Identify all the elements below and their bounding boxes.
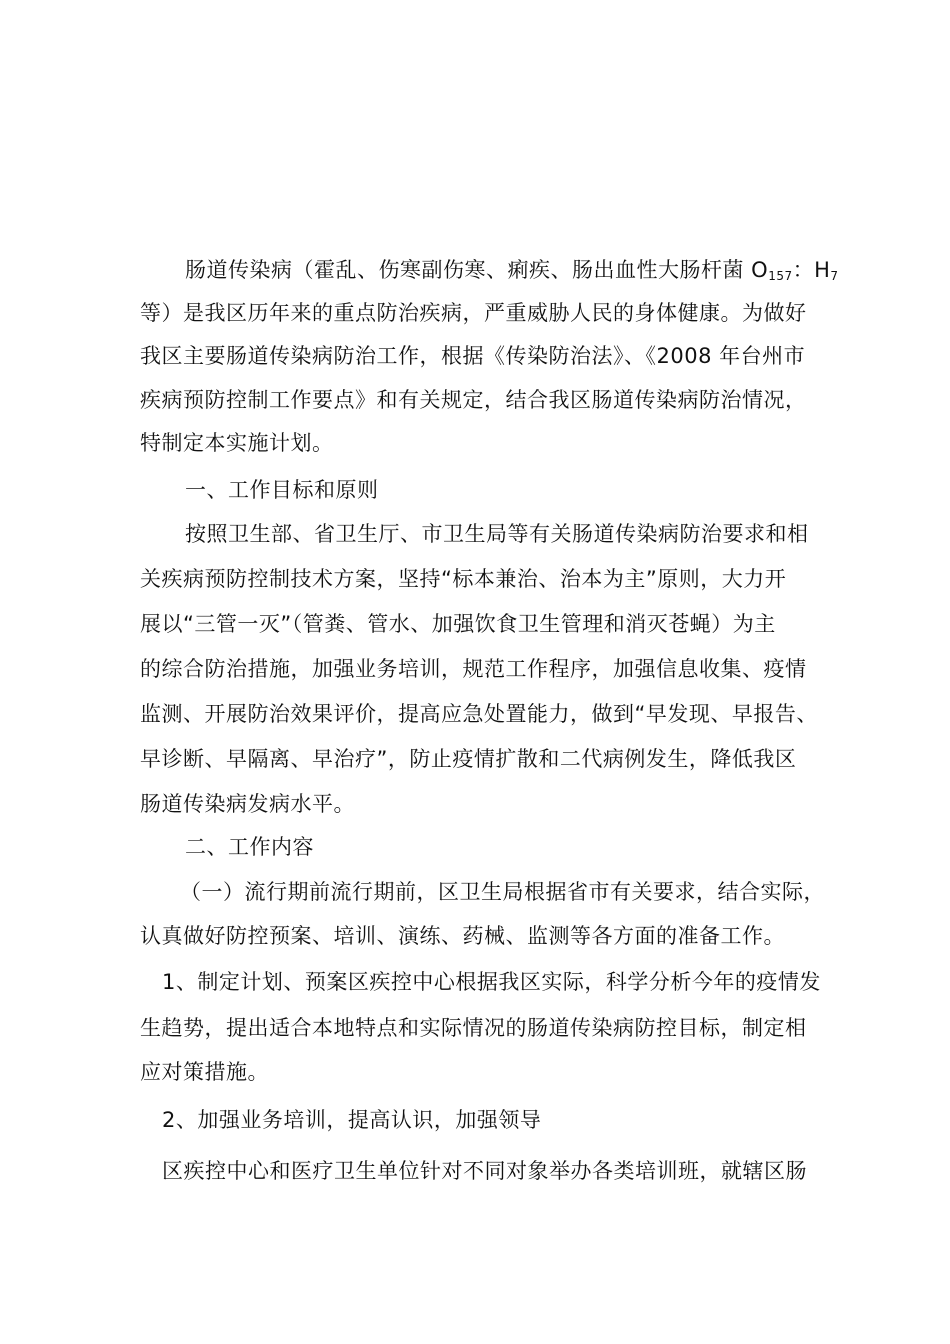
paragraph-intro-line-2: 等）是我区历年来的重点防治疾病，严重威胁人民的身体健康。为做好 (140, 301, 807, 325)
paragraph-principles-line-6: 早诊断、早隔离、早治疗”，防止疫情扩散和二代病例发生，降低我区 (140, 747, 797, 771)
paragraph-plan-line-3: 应对策措施。 (140, 1060, 269, 1084)
subsection-heading-training: 2、加强业务培训，提高认识，加强领导 (162, 1108, 542, 1132)
paragraph-principles-line-4: 的综合防治措施，加强业务培训，规范工作程序，加强信息收集、疫情 (140, 657, 807, 681)
section-heading-2: 二、工作内容 (185, 835, 314, 859)
paragraph-principles-line-5: 监测、开展防治效果评价，提高应急处置能力，做到“早发现、早报告、 (140, 702, 818, 726)
paragraph-principles-line-7: 肠道传染病发病水平。 (140, 792, 355, 816)
paragraph-prepare-line-1: （一）流行期前流行期前，区卫生局根据省市有关要求，结合实际， (180, 880, 825, 904)
paragraph-prepare-line-2: 认真做好防控预案、培训、演练、药械、监测等各方面的准备工作。 (140, 924, 785, 948)
paragraph-plan-line-2: 生趋势，提出适合本地特点和实际情况的肠道传染病防控目标，制定相 (140, 1016, 807, 1040)
paragraph-principles-line-3: 展以“三管一灭”（管粪、管水、加强饮食卫生管理和消灭苍蝇）为主 (140, 612, 776, 636)
paragraph-intro-line-5: 特制定本实施计划。 (140, 431, 334, 455)
paragraph-intro-line-1 (185, 256, 839, 284)
paragraph-principles-line-1: 按照卫生部、省卫生厅、市卫生局等有关肠道传染病防治要求和相 (185, 522, 809, 546)
paragraph-plan-line-1: 1、制定计划、预案区疾控中心根据我区实际，科学分析今年的疫情发 (162, 970, 821, 994)
intro-text-a: 肠道传染病（霍乱、伤寒副伤寒、痢疾、肠出血性大肠杆菌 O (185, 258, 769, 282)
paragraph-intro-line-4: 疾病预防控制工作要点》和有关规定，结合我区肠道传染病防治情况， (140, 388, 807, 412)
subscript-7: 7 (830, 269, 839, 283)
paragraph-training-line-1: 区疾控中心和医疗卫生单位针对不同对象举办各类培训班，就辖区肠 (162, 1159, 807, 1183)
subscript-157: 157 (768, 269, 793, 283)
intro-text-b: ：H (792, 258, 831, 282)
paragraph-intro-line-3: 我区主要肠道传染病防治工作，根据《传染防治法》、《2008 年台州市 (140, 344, 806, 368)
paragraph-principles-line-2: 关疾病预防控制技术方案，坚持“标本兼治、治本为主”原则，大力开 (140, 567, 787, 591)
section-heading-1: 一、工作目标和原则 (185, 478, 379, 502)
